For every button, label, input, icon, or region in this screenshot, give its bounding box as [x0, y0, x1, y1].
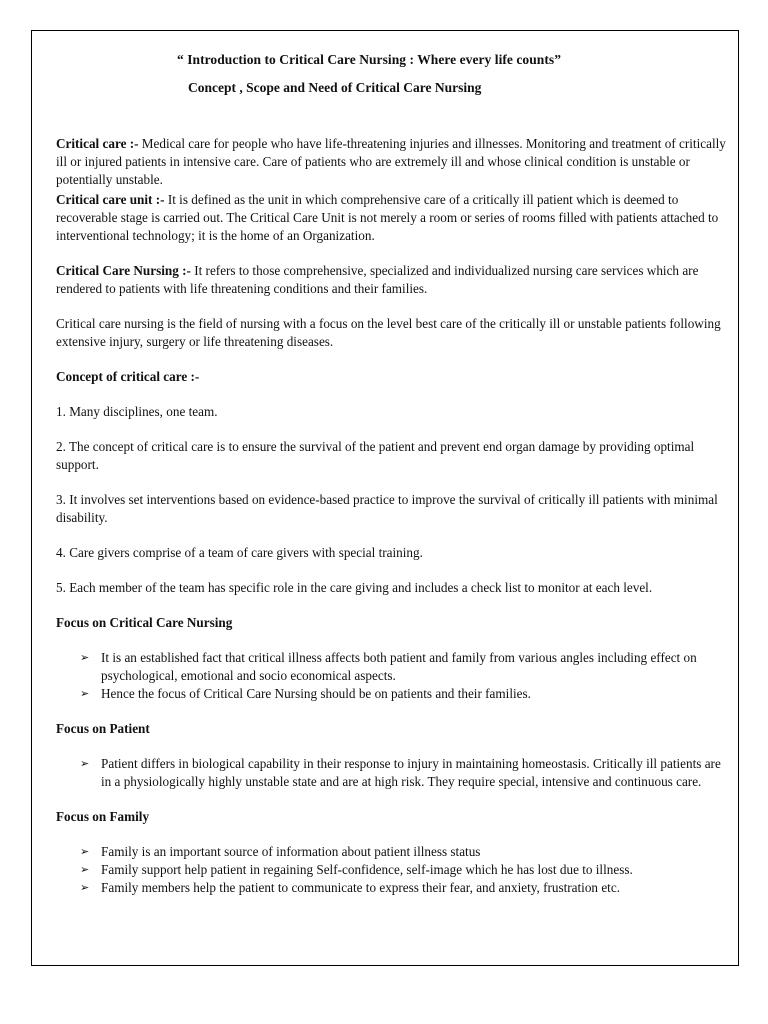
focus-family-heading: Focus on Family — [56, 809, 150, 824]
definition-text: It is defined as the unit in which comprehensive care of a critically ill patient which is deemed to recoverable stage is carried out. The Critical Care Unit is not merely a room or series of rooms filled with patients attached to interventional technology; it is the home of an Organization. — [56, 192, 719, 243]
focus-nursing-list — [56, 649, 728, 703]
arrow-bullet-icon: ➢ — [80, 881, 90, 894]
arrow-bullet-icon: ➢ — [80, 757, 90, 770]
arrow-bullet-icon: ➢ — [80, 687, 90, 700]
definition-term: Critical Care Nursing :- — [56, 263, 191, 278]
definition-text: It refers to those comprehensive, specialized and individualized nursing care services which are rendered to patients with life threatening conditions and their families. — [56, 263, 699, 296]
definition-critical-care-nursing — [56, 262, 728, 298]
list-item: ➢ Hence the focus of Critical Care Nursing should be on patients and their families. — [80, 686, 531, 701]
list-item: ➢ Family support help patient in regaining Self-confidence, self-image which he has lost due to illness. — [80, 862, 633, 877]
concept-item: 1. Many disciplines, one team. — [56, 404, 218, 419]
concept-item: 2. The concept of critical care is to ensure the survival of the patient and prevent end organ damage by providing optimal support. — [56, 439, 695, 472]
document-subtitle: Concept , Scope and Need of Critical Care Nursing — [188, 80, 482, 95]
document-title: “ Introduction to Critical Care Nursing : Where every life counts” — [176, 52, 561, 67]
concept-item: 5. Each member of the team has specific role in the care giving and includes a check list to monitor at each level. — [56, 580, 653, 595]
arrow-bullet-icon: ➢ — [80, 651, 90, 664]
list-item: ➢ Family is an important source of information about patient illness status — [80, 844, 481, 859]
concept-heading: Concept of critical care :- — [56, 369, 200, 384]
list-item: ➢ It is an established fact that critical illness affects both patient and family from various angles including effect on psychological, emotional and socio economical aspects. — [80, 650, 697, 683]
focus-patient-list — [56, 755, 728, 791]
list-item: ➢ Patient differs in biological capability in their response to injury in maintaining homeostasis. Critically ill patients are in a physiologically highly unstable state and are at high risk. They require special, intensive and continuous care. — [80, 756, 721, 789]
concept-item: 3. It involves set interventions based on evidence-based practice to improve the survival of critically ill patients with minimal disability. — [56, 492, 718, 525]
definition-critical-care — [56, 135, 728, 189]
definition-critical-care-unit — [56, 191, 728, 245]
arrow-bullet-icon: ➢ — [80, 845, 90, 858]
document-body — [56, 135, 728, 897]
field-paragraph: Critical care nursing is the field of nursing with a focus on the level best care of the critically ill or unstable patients following extensive injury, surgery or life threatening diseases. — [56, 316, 721, 349]
concept-item: 4. Care givers comprise of a team of care givers with special training. — [56, 545, 423, 560]
definition-term: Critical care unit :- — [56, 192, 165, 207]
list-item: ➢ Family members help the patient to communicate to express their fear, and anxiety, frustration etc. — [80, 880, 620, 895]
definition-text: Medical care for people who have life-threatening injuries and illnesses. Monitoring and treatment of critically ill or injured patients in intensive care. Care of patients who are extremely ill and whose clinical condition is unstable or potentially unstable. — [56, 136, 726, 187]
arrow-bullet-icon: ➢ — [80, 863, 90, 876]
focus-family-list — [56, 843, 728, 897]
definition-term: Critical care :- — [56, 136, 139, 151]
focus-patient-heading: Focus on Patient — [56, 721, 150, 736]
focus-nursing-heading: Focus on Critical Care Nursing — [56, 615, 233, 630]
